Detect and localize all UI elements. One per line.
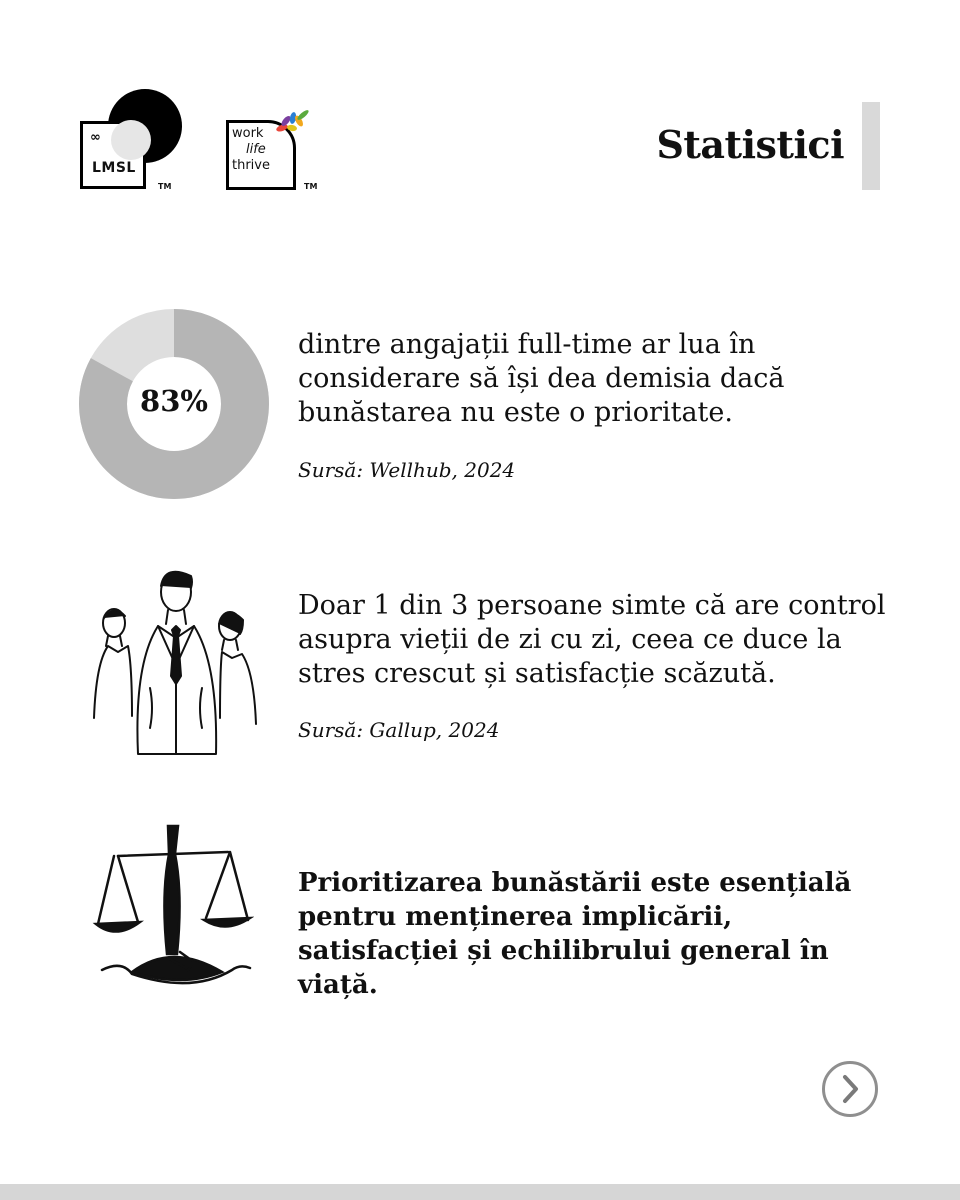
- percent-label: 83%: [140, 384, 208, 418]
- lmsl-grey-circle: [111, 120, 151, 160]
- flower-icon: [272, 108, 312, 138]
- stat-1-source: Sursă: Wellhub, 2024: [298, 458, 516, 482]
- work-life-thrive-logo: [224, 108, 334, 198]
- balance-scale-icon: [92, 822, 254, 988]
- infinity-icon: ∞: [90, 130, 101, 145]
- bottom-bar: [0, 1184, 960, 1200]
- lmsl-logo-text: LMSL: [92, 160, 136, 176]
- chevron-right-icon: [825, 1064, 875, 1114]
- wlt-life: life: [246, 142, 266, 157]
- wlt-trademark: TM: [304, 182, 318, 191]
- title-accent-bar: [862, 102, 880, 190]
- lmsl-trademark: TM: [158, 182, 172, 191]
- next-button[interactable]: [822, 1061, 878, 1117]
- wlt-thrive: thrive: [232, 158, 270, 173]
- page-title: Statistici: [656, 122, 844, 167]
- stat-2-text: Doar 1 din 3 persoane simte că are control asupra vieții de zi cu zi, ceea ce duce la stres crescut și satisfacție scăzută.: [298, 590, 886, 689]
- people-illustration-icon: [92, 568, 260, 758]
- conclusion-text: Prioritizarea bunăstării este esențială pentru menținerea implicării, satisfacției și echilibrului general în viață.: [298, 868, 852, 1000]
- stat-1-text: dintre angajații full-time ar lua în considerare să își dea demisia dacă bunăstarea nu este o prioritate.: [298, 329, 785, 428]
- wlt-work: work: [232, 126, 264, 141]
- lmsl-logo: [78, 86, 188, 196]
- stat-2-source: Sursă: Gallup, 2024: [298, 718, 500, 742]
